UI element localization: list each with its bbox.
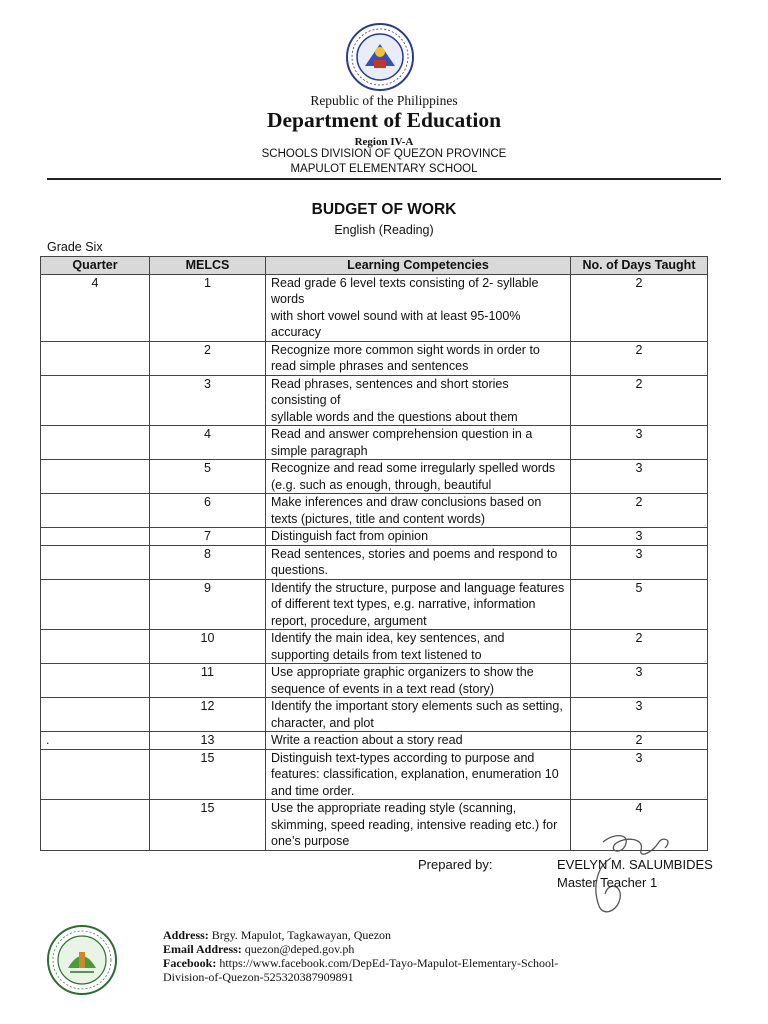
table-row [41,698,708,732]
header-divider [47,178,721,180]
quarter-cell [41,460,150,494]
melc-cell: 15 [150,749,266,800]
grade-label: Grade Six [47,240,103,254]
school-seal-icon [46,924,118,996]
melc-cell: 1 [150,274,266,341]
table-row [41,528,708,546]
footer-facebook-continued [163,970,354,984]
melc-cell: 11 [150,664,266,698]
school-heading: MAPULOT ELEMENTARY SCHOOL [290,163,478,175]
quarter-cell [41,426,150,460]
days-cell: 2 [571,375,708,426]
address-label: Address: [163,928,209,942]
competency-cell: Use the appropriate reading style (scanning, skimming, speed reading, intensive reading etc.) for one’s purpose [266,800,571,851]
address-value: Brgy. Mapulot, Tagkawayan, Quezon [211,928,392,942]
quarter-cell: . [41,732,150,750]
table-row [41,426,708,460]
days-cell: 4 [571,800,708,851]
quarter-cell [41,664,150,698]
budget-of-work-table [40,256,708,851]
facebook-link-continued[interactable]: Division-of-Quezon-525320387909891 [163,970,354,984]
facebook-label: Facebook: [163,956,217,970]
competency-cell: Read sentences, stories and poems and respond to questions. [266,545,571,579]
quarter-cell [41,494,150,528]
subject-label: English (Reading) [334,223,434,237]
table-row [41,545,708,579]
table-row [41,664,708,698]
days-cell: 2 [571,341,708,375]
table-row [41,749,708,800]
division-heading: SCHOOLS DIVISION OF QUEZON PROVINCE [261,148,507,160]
days-cell: 3 [571,698,708,732]
prepared-by-label: Prepared by: [418,857,493,872]
days-cell: 3 [571,664,708,698]
competency-cell: Read grade 6 level texts consisting of 2- syllable words with short vowel sound with at least 95-100% accuracy [266,274,571,341]
region-heading: Region IV-A [354,136,414,148]
melc-cell: 7 [150,528,266,546]
republic-heading: Republic of the Philippines [310,93,458,108]
melc-cell: 6 [150,494,266,528]
days-cell: 3 [571,749,708,800]
melc-cell: 15 [150,800,266,851]
deped-seal-icon [330,22,430,92]
competency-cell: Read and answer comprehension question in a simple paragraph [266,426,571,460]
melc-cell: 2 [150,341,266,375]
melc-cell: 10 [150,630,266,664]
quarter-cell [41,528,150,546]
quarter-cell [41,579,150,630]
competency-cell: Read phrases, sentences and short stories consisting of syllable words and the questions about them [266,375,571,426]
competency-cell: Distinguish fact from opinion [266,528,571,546]
days-cell: 2 [571,630,708,664]
email-label: Email Address: [163,942,242,956]
days-cell: 2 [571,732,708,750]
competency-cell: Identify the structure, purpose and language features of different text types, e.g. narrative, information report, procedure, argument [266,579,571,630]
footer-address [163,928,391,942]
days-cell: 3 [571,426,708,460]
days-cell: 3 [571,528,708,546]
days-cell: 2 [571,494,708,528]
preparer-name: EVELYN M. SALUMBIDES [557,857,713,872]
table-row [41,460,708,494]
quarter-header: Quarter [41,257,150,275]
quarter-cell: 4 [41,274,150,341]
handwritten-signature-icon [585,828,680,920]
days-cell: 3 [571,460,708,494]
department-heading: Department of Education [266,108,502,132]
melc-cell: 5 [150,460,266,494]
table-row [41,579,708,630]
competency-cell: Identify the important story elements such as setting, character, and plot [266,698,571,732]
competencies-header: Learning Competencies [266,257,571,275]
competency-cell: Write a reaction about a story read [266,732,571,750]
competency-cell: Identify the main idea, key sentences, and supporting details from text listened to [266,630,571,664]
quarter-cell [41,341,150,375]
competency-cell: Use appropriate graphic organizers to show the sequence of events in a text read (story) [266,664,571,698]
quarter-cell [41,375,150,426]
table-row [41,494,708,528]
quarter-cell [41,749,150,800]
quarter-cell [41,545,150,579]
melc-cell: 3 [150,375,266,426]
quarter-cell [41,698,150,732]
competency-cell: Make inferences and draw conclusions based on texts (pictures, title and content words) [266,494,571,528]
melc-cell: 13 [150,732,266,750]
melc-cell: 4 [150,426,266,460]
days-header: No. of Days Taught [571,257,708,275]
days-cell: 5 [571,579,708,630]
document-title: BUDGET OF WORK [311,201,457,218]
table-row [41,375,708,426]
days-cell: 3 [571,545,708,579]
melc-cell: 8 [150,545,266,579]
melc-cell: 12 [150,698,266,732]
table-header-row [41,257,708,275]
competency-cell: Recognize and read some irregularly spelled words (e.g. such as enough, through, beautiful [266,460,571,494]
competency-cell: Distinguish text-types according to purpose and features: classification, explanation, enumeration 10 and time order. [266,749,571,800]
melcs-header: MELCS [150,257,266,275]
preparer-position: Master Teacher 1 [557,875,658,890]
table-row [41,630,708,664]
melc-cell: 9 [150,579,266,630]
footer-facebook [163,956,558,970]
quarter-cell [41,800,150,851]
table-row [41,341,708,375]
table-row [41,274,708,341]
table-row [41,732,708,750]
days-cell: 2 [571,274,708,341]
quarter-cell [41,630,150,664]
email-link[interactable]: quezon@deped.gov.ph [244,942,355,956]
footer-email [163,942,354,956]
competency-cell: Recognize more common sight words in order to read simple phrases and sentences [266,341,571,375]
facebook-link[interactable]: https://www.facebook.com/DepEd-Tayo-Mapulot-Elementary-School- [219,956,559,970]
